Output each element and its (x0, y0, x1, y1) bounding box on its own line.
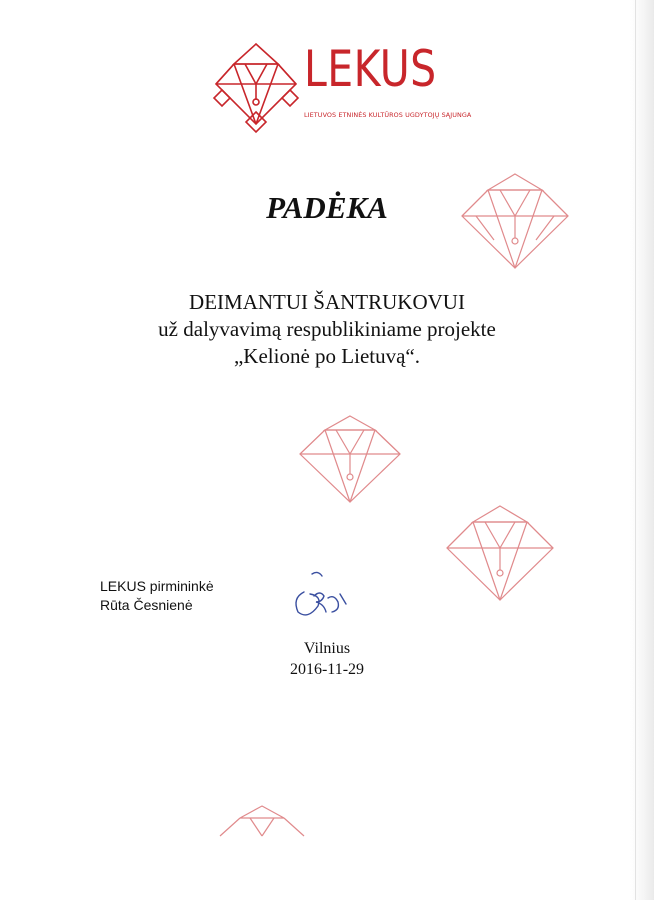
place: Vilnius (303, 640, 351, 657)
project-line: „Kelionė po Lietuvą“. (233, 344, 420, 368)
ornament-partial-icon (212, 800, 312, 840)
date: 2016-11-29 (289, 661, 365, 678)
recipient-block (0, 289, 654, 370)
logo-emblem-icon (208, 38, 304, 134)
signer-name: Rūta Česnienė (100, 597, 193, 613)
scan-edge-shadow (630, 0, 654, 900)
handwritten-signature-icon (282, 566, 362, 626)
recipient-name: DEIMANTUI ŠANTRUKOVUI (189, 290, 465, 314)
signer-role: LEKUS pirmininkė (100, 578, 214, 594)
logo-subtitle: LIETUVOS ETNINĖS KULTŪROS UGDYTOJŲ SĄJUNGA (304, 111, 472, 119)
ornament-diamond-icon (290, 410, 410, 510)
ornament-diamond-icon (435, 500, 565, 610)
reason-line: už dalyvavimą respublikiniame projekte (158, 317, 496, 341)
logo-wordmark: LEKUS (304, 40, 437, 98)
lekus-logo (208, 38, 472, 134)
certificate-title: PADĖKA (266, 190, 388, 225)
scan-edge-line (635, 0, 636, 900)
